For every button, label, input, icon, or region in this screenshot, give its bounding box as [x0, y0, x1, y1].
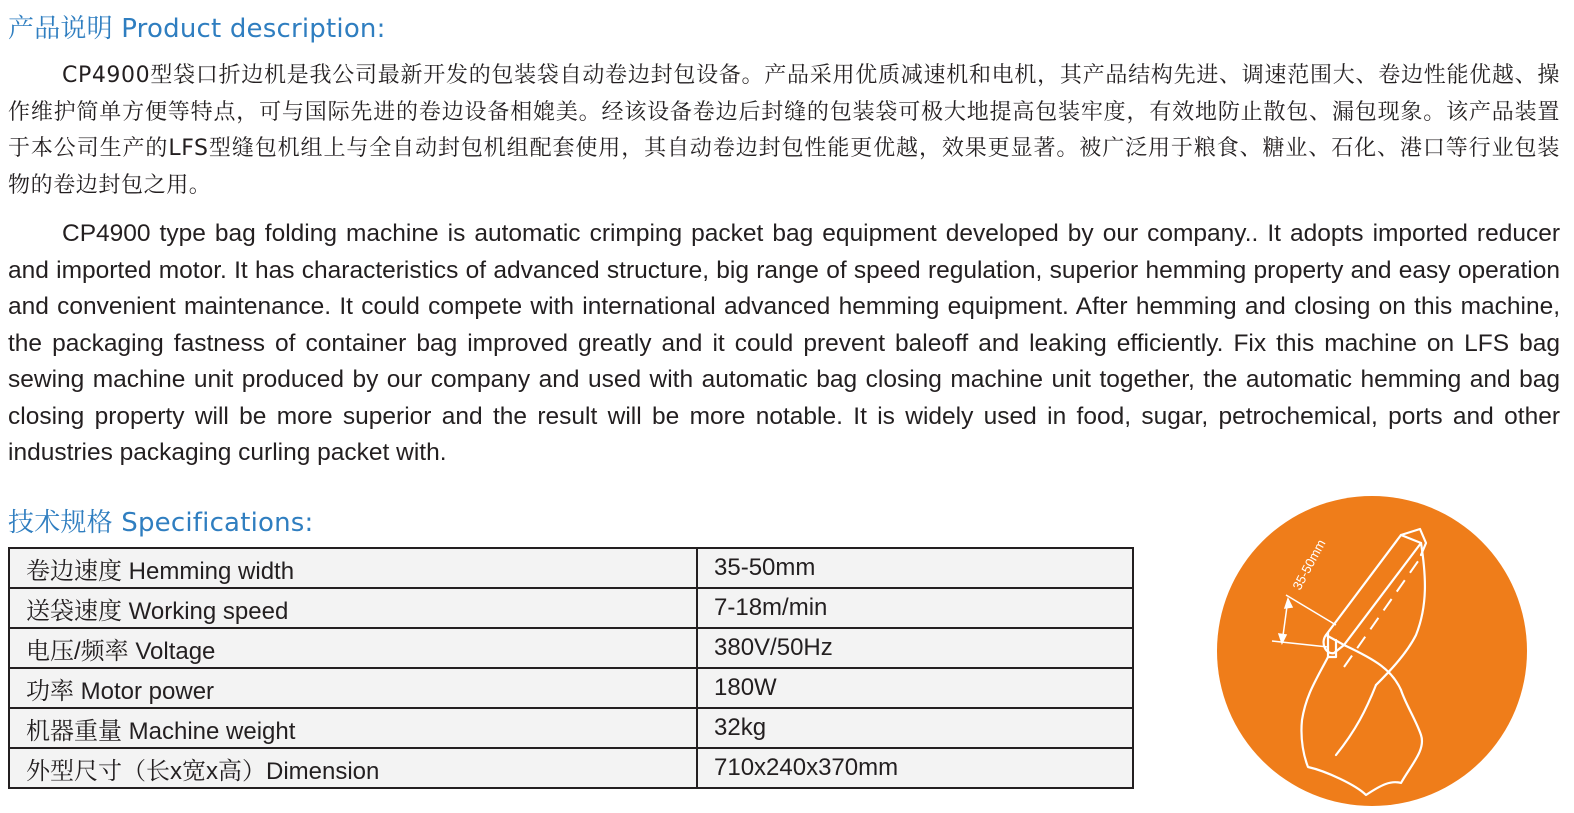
hemming-diagram: [1216, 495, 1528, 807]
spec-value: 180W: [697, 668, 1133, 708]
table-row: [9, 668, 1133, 708]
description-paragraph-chinese: CP4900型袋口折边机是我公司最新开发的包装袋自动卷边封包设备。产品采用优质减速机和电机，其产品结构先进、调速范围大、卷边性能优越、操作维护简单方便等特点，可与国际先进的卷边设备相媲美。经该设备卷边后封缝的包装袋可极大地提高包装牢度，有效地防止散包、漏包现象。该产品装置于本公司生产的LFS型缝包机组上与全自动封包机组配套使用，其自动卷边封包性能更优越，效果更显著。被广泛用于粮食、糖业、石化、港口等行业包装物的卷边封包之用。: [8, 63, 1560, 198]
spec-value: 380V/50Hz: [697, 628, 1133, 668]
product-description-heading: 产品说明 Product description:: [8, 14, 386, 44]
spec-label: 外型尺寸（长x宽x高）Dimension: [9, 748, 697, 788]
spec-label: 送袋速度 Working speed: [9, 588, 697, 628]
spec-value: 35-50mm: [697, 548, 1133, 588]
spec-label: 功率 Motor power: [9, 668, 697, 708]
table-row: [9, 748, 1133, 788]
spec-value: 32kg: [697, 708, 1133, 748]
specifications-table: [8, 547, 1134, 789]
table-row: [9, 628, 1133, 668]
spec-value: 710x240x370mm: [697, 748, 1133, 788]
diagram-background-circle: [1217, 496, 1527, 806]
dimension-label: 35-50mm: [1289, 536, 1329, 593]
spec-label: 卷边速度 Hemming width: [9, 548, 697, 588]
spec-value: 7-18m/min: [697, 588, 1133, 628]
table-row: [9, 708, 1133, 748]
table-row: [9, 548, 1133, 588]
table-row: [9, 588, 1133, 628]
spec-label: 机器重量 Machine weight: [9, 708, 697, 748]
spec-label: 电压/频率 Voltage: [9, 628, 697, 668]
specifications-heading: 技术规格 Specifications:: [8, 508, 314, 538]
description-paragraph-english: CP4900 type bag folding machine is automatic crimping packet bag equipment developed by our company.. It adopts imported reducer and imported motor. It has characteristics of advanced structure, big range of speed regulation, superior hemming property and easy operation and convenient maintenance. It could compete with international advanced hemming equipment. After hemming and closing on this machine, the packaging fastness of container bag improved greatly and it could prevent baleoff and leaking efficiently. Fix this machine on LFS bag sewing machine unit produced by our company and used with automatic bag closing machine unit together, the automatic hemming and bag closing property will be more superior and the result will be more notable. It is widely used in food, sugar, petrochemical, ports and other industries packaging curling packet with.: [8, 220, 1560, 466]
